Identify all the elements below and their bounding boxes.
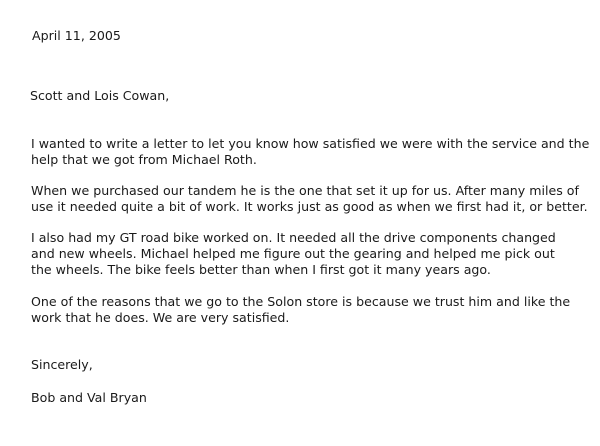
- paragraph-line: I also had my GT road bike worked on. It needed all the drive components changed: [31, 230, 556, 245]
- letter-salutation: Scott and Lois Cowan,: [30, 88, 170, 103]
- paragraph-line: the wheels. The bike feels better than when I first got it many years ago.: [31, 262, 491, 277]
- paragraph-line: help that we got from Michael Roth.: [31, 152, 257, 167]
- letter-closing: Sincerely,: [31, 357, 93, 372]
- paragraph-line: work that he does. We are very satisfied.: [31, 310, 290, 325]
- paragraph-line: use it needed quite a bit of work. It works just as good as when we first had it, or better.: [31, 199, 588, 214]
- letter-signature: Bob and Val Bryan: [31, 390, 147, 405]
- paragraph-line: When we purchased our tandem he is the one that set it up for us. After many miles of: [31, 183, 579, 198]
- paragraph-line: and new wheels. Michael helped me figure out the gearing and helped me pick out: [31, 246, 555, 261]
- paragraph-line: One of the reasons that we go to the Solon store is because we trust him and like the: [31, 294, 571, 309]
- paragraph-line: I wanted to write a letter to let you know how satisfied we were with the service and the: [31, 136, 590, 151]
- letter-date: April 11, 2005: [32, 28, 121, 43]
